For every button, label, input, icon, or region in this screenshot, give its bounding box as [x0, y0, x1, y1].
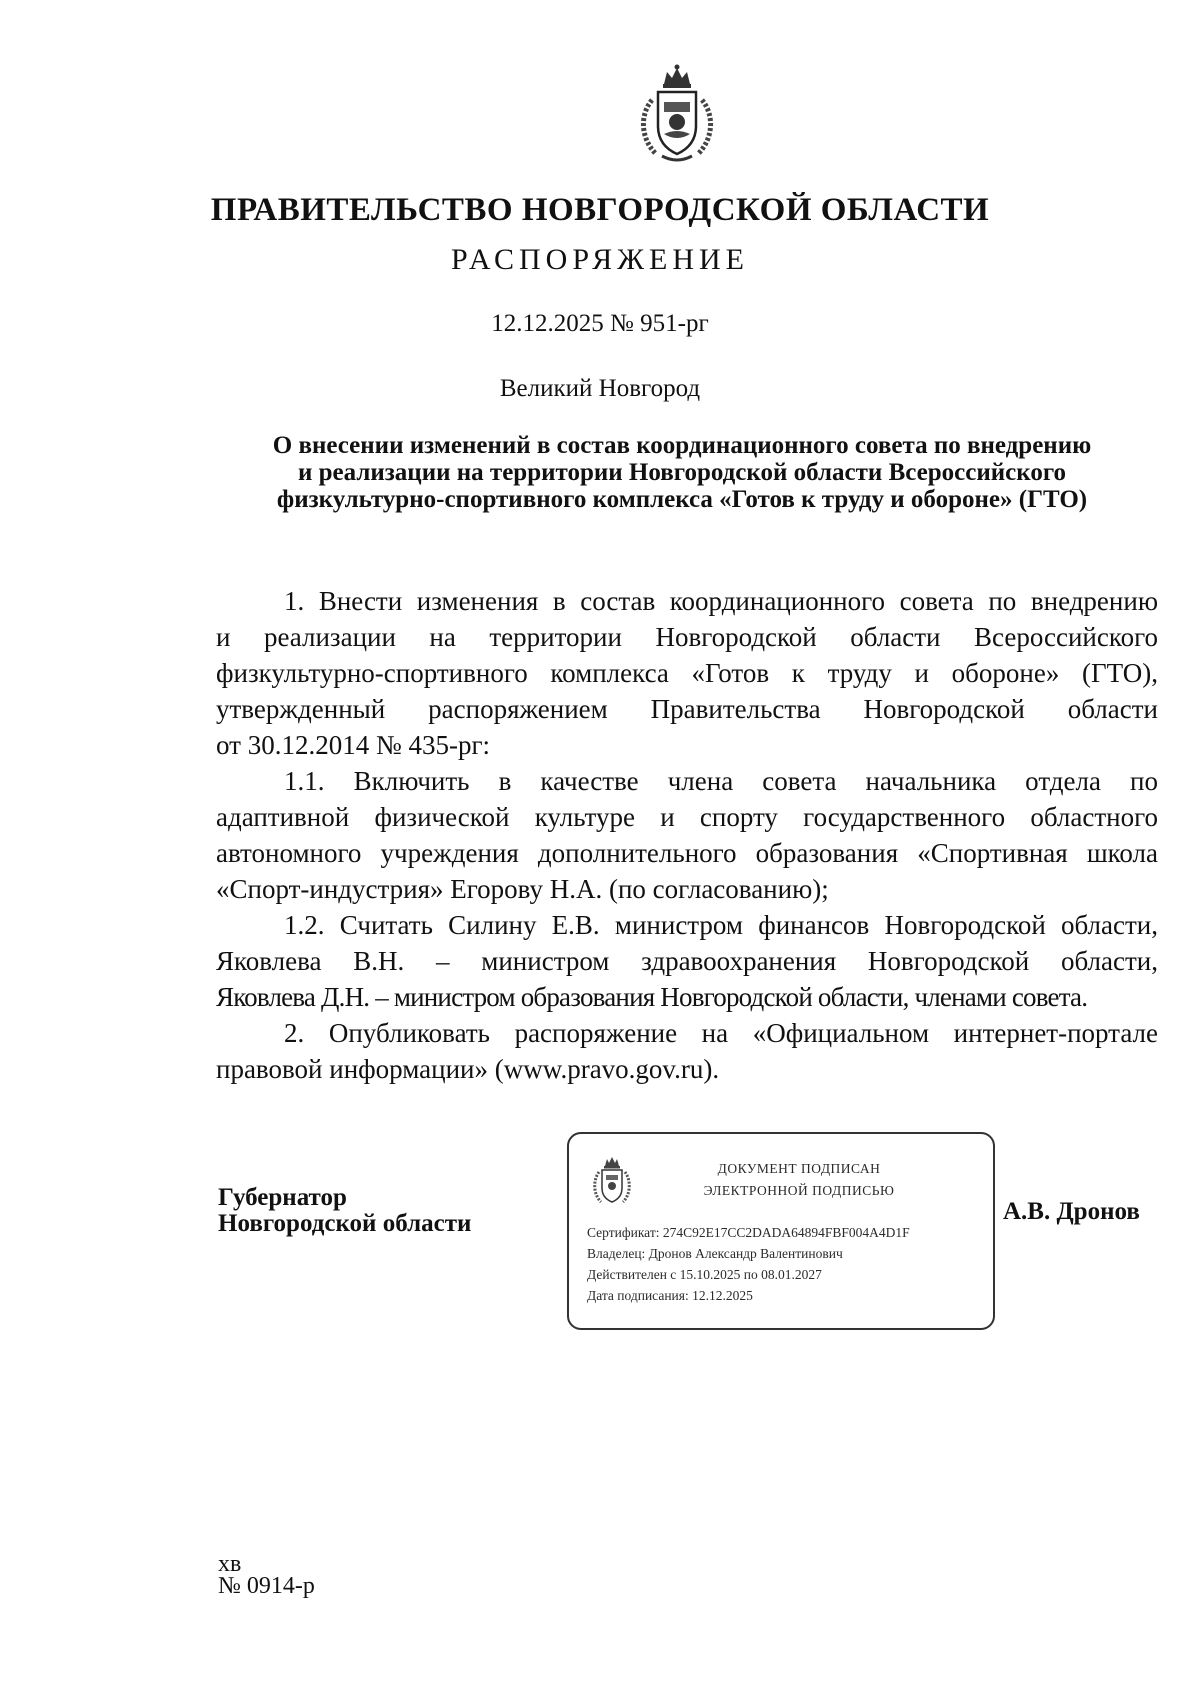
paragraph-line: физкультурно-спортивного комплекса «Готов к труду и обороне» (ГТО), — [216, 658, 1158, 688]
paragraph-line: утвержденный распоряжением Правительства Новгородской области — [216, 694, 1158, 724]
stamp-title-line: ЭЛЕКТРОННОЙ ПОДПИСЬЮ — [703, 1183, 895, 1198]
document-subject — [212, 432, 1152, 513]
subject-line: физкультурно-спортивного комплекса «Готов к труду и обороне» (ГТО) — [276, 486, 1088, 513]
stamp-title-line: ДОКУМЕНТ ПОДПИСАН — [717, 1161, 881, 1176]
document-date-number: 12.12.2025 № 951-рг — [491, 310, 709, 337]
document-city: Великий Новгород — [499, 375, 701, 402]
paragraph-line: 2. Опубликовать распоряжение на «Официальном интернет-портале — [284, 1018, 1158, 1048]
stamp-emblem-icon — [591, 1156, 633, 1208]
paragraph-line: правовой информации» (www.pravo.gov.ru). — [216, 1054, 720, 1084]
paragraph-line: автономного учреждения дополнительного образования «Спортивная школа — [216, 838, 1158, 868]
document-footer — [218, 1553, 315, 1597]
stamp-details — [587, 1222, 910, 1306]
stamp-owner: Владелец: Дронов Александр Валентинович — [587, 1246, 843, 1261]
footer-number: № 0914-р — [218, 1573, 315, 1599]
signer-name: А.В. Дронов — [1003, 1198, 1140, 1225]
paragraph-line: адаптивной физической культуре и спорту государственного областного — [216, 802, 1158, 832]
signer-position — [218, 1185, 471, 1237]
electronic-signature-stamp — [567, 1132, 995, 1330]
coat-of-arms-emblem — [634, 62, 720, 166]
signer-position-line: Новгородской области — [218, 1210, 472, 1237]
stamp-title — [689, 1158, 909, 1202]
paragraph-2 — [216, 1015, 1158, 1087]
paragraph-line: и реализации на территории Новгородской области Всероссийского — [216, 622, 1158, 652]
paragraph-1-1 — [216, 763, 1158, 907]
paragraph-line: от 30.12.2014 № 435-рг: — [216, 730, 491, 760]
paragraph-line: «Спорт-индустрия» Егорову Н.А. (по согласованию); — [216, 874, 829, 904]
government-title: ПРАВИТЕЛЬСТВО НОВГОРОДСКОЙ ОБЛАСТИ — [210, 192, 990, 228]
signer-position-line: Губернатор — [218, 1184, 347, 1211]
footer-initials: хв — [218, 1551, 242, 1577]
paragraph-1 — [216, 583, 1158, 763]
stamp-validity: Действителен с 15.10.2025 по 08.01.2027 — [587, 1267, 822, 1282]
paragraph-line: 1. Внести изменения в состав координационного совета по внедрению — [284, 586, 1158, 616]
paragraph-1-2 — [216, 907, 1158, 1015]
paragraph-line: 1.1. Включить в качестве члена совета начальника отдела по — [284, 766, 1158, 796]
paragraph-line: 1.2. Считать Силину Е.В. министром финансов Новгородской области, — [284, 910, 1158, 940]
document-type: РАСПОРЯЖЕНИЕ — [450, 243, 750, 276]
subject-line: О внесении изменений в состав координационного совета по внедрению — [272, 432, 1092, 459]
paragraph-line: Яковлева Д.Н. – министром образования Новгородской области, членами совета. — [216, 982, 1088, 1012]
paragraph-line: Яковлева В.Н. – министром здравоохранения Новгородской области, — [216, 946, 1158, 976]
stamp-certificate: Сертификат: 274C92E17CC2DADA64894FBF004A4D1F — [587, 1225, 910, 1240]
stamp-sign-date: Дата подписания: 12.12.2025 — [587, 1288, 753, 1303]
subject-line: и реализации на территории Новгородской области Всероссийского — [297, 459, 1067, 486]
